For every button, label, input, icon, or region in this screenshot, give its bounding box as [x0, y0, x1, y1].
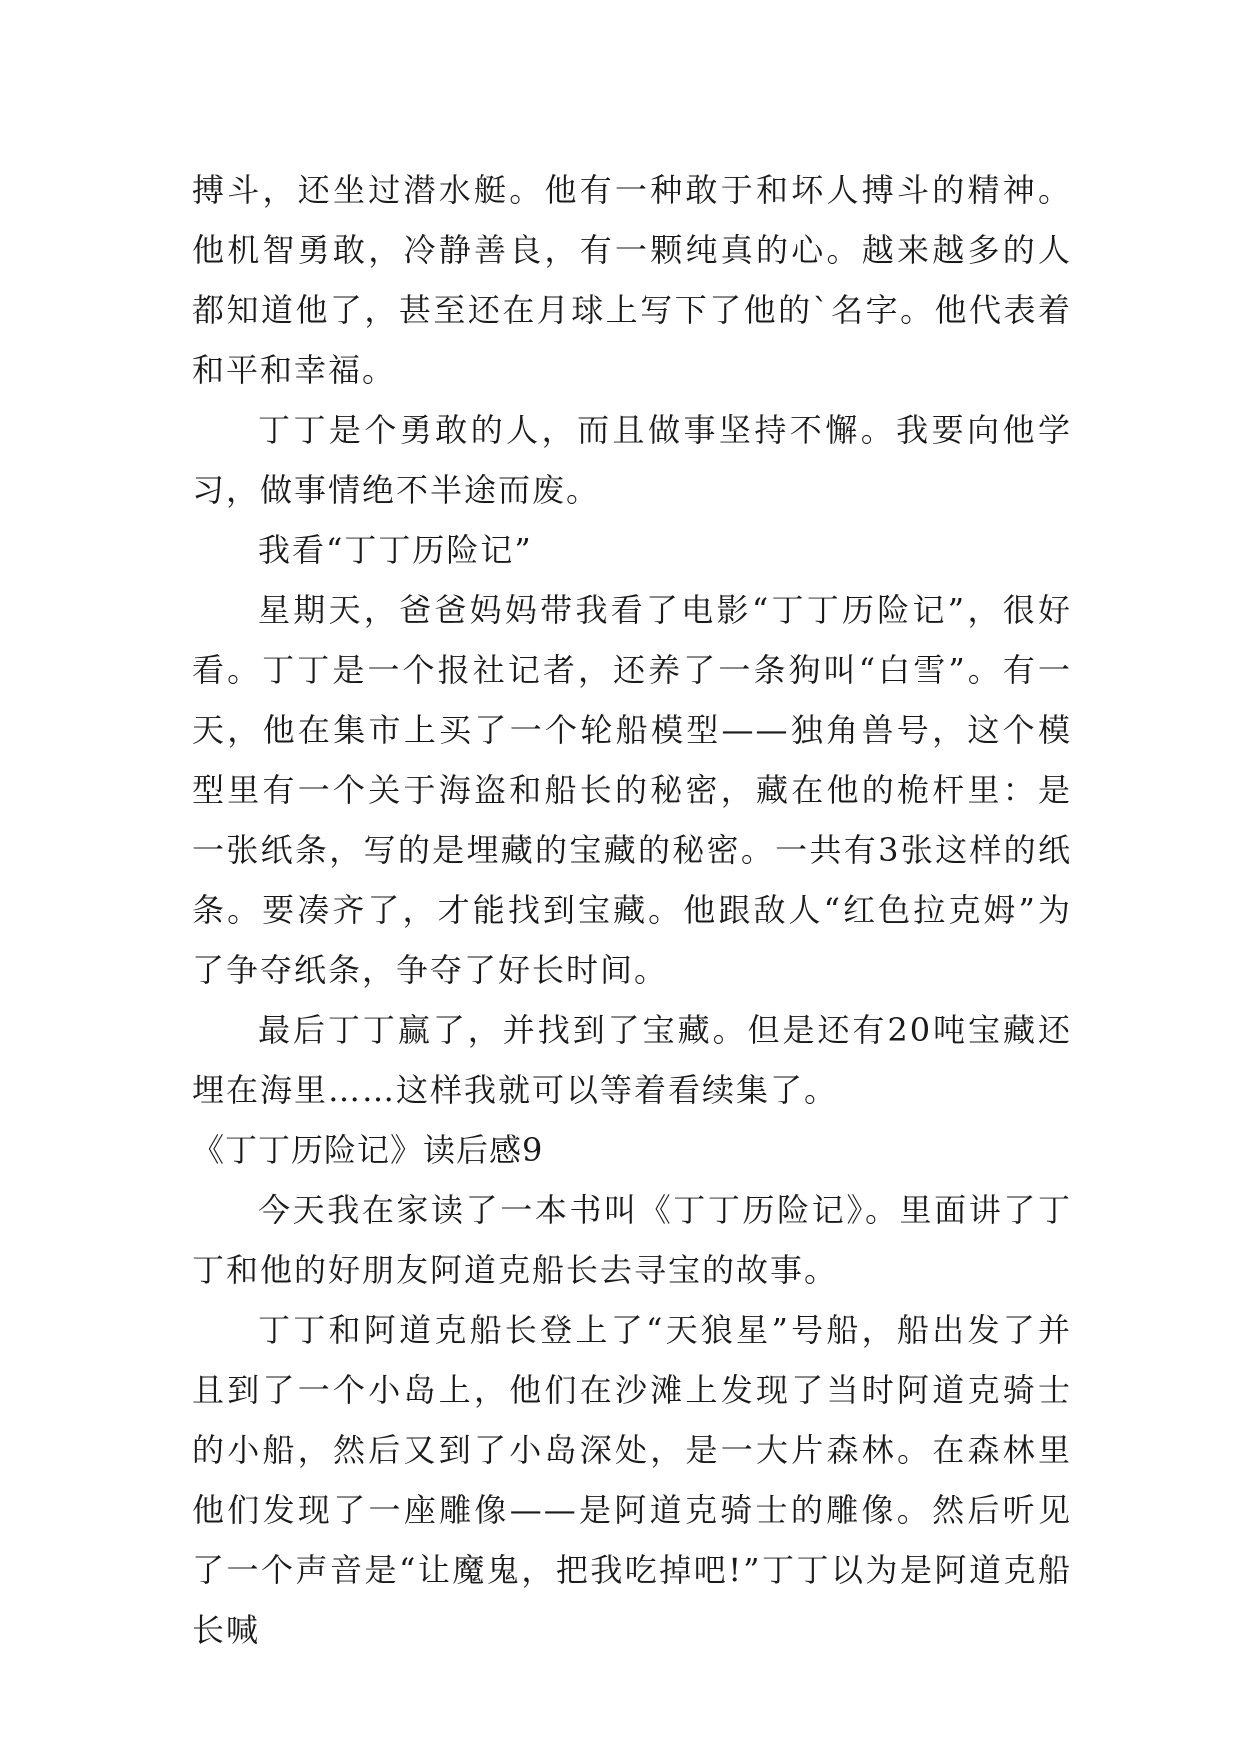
- paragraph: 丁丁是个勇敢的人，而且做事坚持不懈。我要向他学习，做事情绝不半途而废。: [192, 411, 1072, 509]
- document-body: [192, 160, 1072, 1660]
- section-title: 《丁丁历险记》读后感9: [192, 1131, 544, 1169]
- paragraph: 今天我在家读了一本书叫《丁丁历险记》。里面讲了丁丁和他的好朋友阿道克船长去寻宝的故事。: [192, 1191, 1072, 1289]
- paragraph: 最后丁丁赢了，并找到了宝藏。但是还有20吨宝藏还埋在海里……这样我就可以等着看续集了。: [192, 1011, 1072, 1109]
- paragraph: 丁丁和阿道克船长登上了“天狼星”号船，船出发了并且到了一个小岛上，他们在沙滩上发现了当时阿道克骑士的小船，然后又到了小岛深处，是一大片森林。在森林里他们发现了一座雕像——是阿道克骑士的雕像。然后听见了一个声音是“让魔鬼，把我吃掉吧!”丁丁以为是阿道克船长喊: [192, 1311, 1072, 1649]
- paragraph: 星期天，爸爸妈妈带我看了电影“丁丁历险记”，很好看。丁丁是一个报社记者，还养了一条狗叫“白雪”。有一天，他在集市上买了一个轮船模型——独角兽号，这个模型里有一个关于海盗和船长的秘密，藏在他的桅杆里：是一张纸条，写的是埋藏的宝藏的秘密。一共有3张这样的纸条。要凑齐了，才能找到宝藏。他跟敌人“红色拉克姆”为了争夺纸条，争夺了好长时间。: [192, 591, 1072, 989]
- paragraph: 搏斗，还坐过潜水艇。他有一种敢于和坏人搏斗的精神。他机智勇敢，冷静善良，有一颗纯真的心。越来越多的人都知道他了，甚至还在月球上写下了他的`名字。他代表着和平和幸福。: [192, 171, 1072, 389]
- subheading: 我看“丁丁历险记”: [258, 531, 533, 569]
